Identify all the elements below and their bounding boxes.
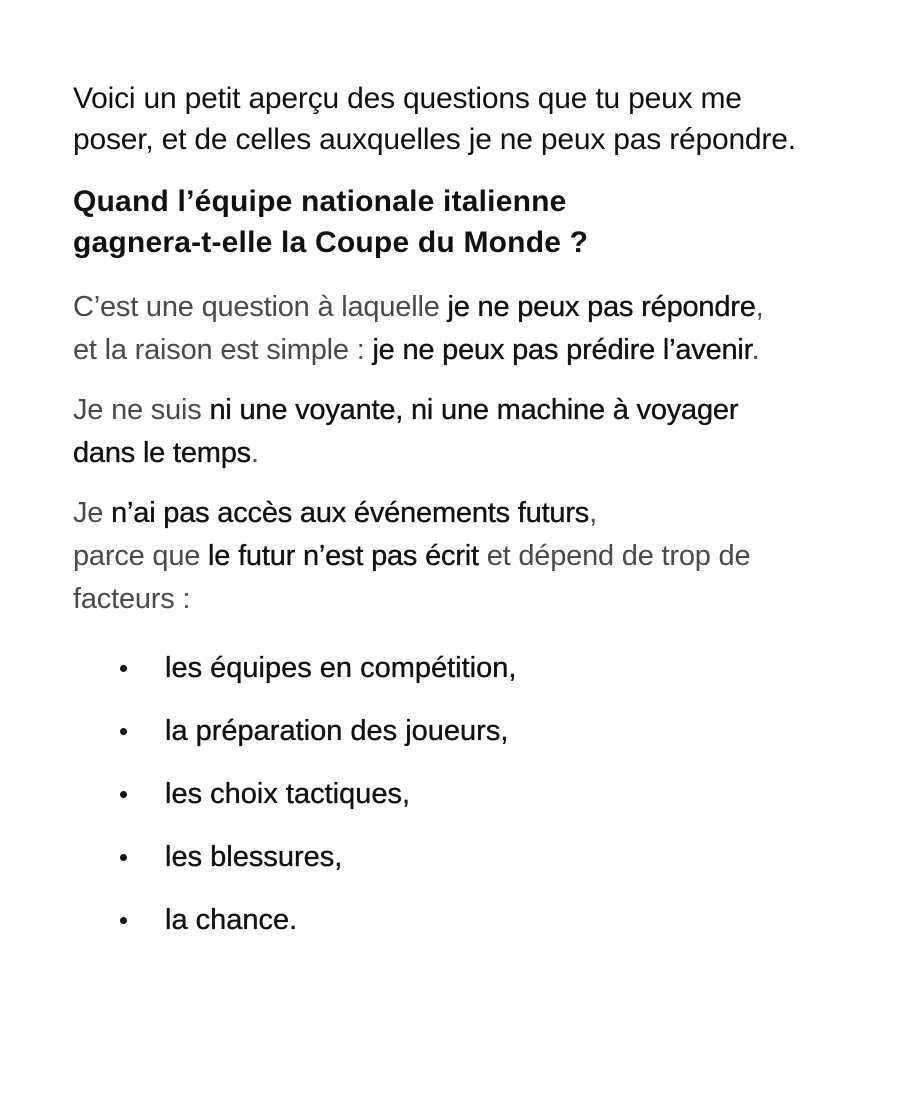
list-item [73, 899, 853, 941]
bullet-icon [120, 665, 127, 672]
text-run: et dépend de trop de [478, 540, 751, 572]
answer-paragraph-1 [73, 286, 853, 372]
bullet-icon [120, 854, 127, 861]
question-heading [73, 181, 853, 263]
text-run: Je ne suis [73, 394, 210, 426]
emphasis-run: n’ai pas accès aux événements futurs [111, 497, 590, 529]
text-run: et la raison est simple : [73, 334, 373, 366]
list-item-label: les choix tactiques, [165, 778, 411, 810]
question-line-2: gagnera-t-elle la Coupe du Monde ? [73, 226, 589, 259]
text-run: parce que [73, 540, 209, 572]
emphasis-run: je ne peux pas répondre [447, 291, 756, 323]
bullet-icon [120, 791, 127, 798]
text-run: , [589, 497, 597, 529]
emphasis-run: ni une voyante, ni une machine à voyager [209, 394, 739, 426]
list-item-label: la préparation des joueurs, [165, 715, 509, 747]
intro-line-2: poser, et de celles auxquelles je ne peux pas répondre. [73, 123, 796, 156]
list-item [73, 773, 853, 815]
factors-list [73, 647, 853, 941]
text-run: . [250, 437, 259, 469]
question-line-1: Quand l’équipe nationale italienne [73, 185, 567, 218]
list-item [73, 836, 853, 878]
emphasis-run: dans le temps [73, 437, 251, 469]
answer-paragraph-2 [73, 389, 853, 475]
text-run: Je [73, 497, 112, 529]
intro-paragraph [73, 78, 853, 160]
emphasis-run: je ne peux pas prédire l’avenir [372, 334, 752, 366]
bullet-icon [120, 917, 127, 924]
answer-paragraph-3 [73, 492, 853, 621]
list-item [73, 710, 853, 752]
emphasis-run: le futur n’est pas écrit [208, 540, 479, 572]
list-item-label: les blessures, [165, 841, 343, 873]
list-item-label: les équipes en compétition, [165, 652, 517, 684]
text-run: , [755, 291, 764, 323]
document-page [73, 78, 853, 962]
text-run: facteurs : [73, 583, 191, 615]
text-run: . [751, 334, 760, 366]
list-item-label: la chance. [165, 904, 298, 936]
list-item [73, 647, 853, 689]
text-run: C’est une question à laquelle [73, 291, 448, 323]
intro-line-1: Voici un petit aperçu des questions que tu peux me [73, 82, 742, 115]
bullet-icon [120, 728, 127, 735]
